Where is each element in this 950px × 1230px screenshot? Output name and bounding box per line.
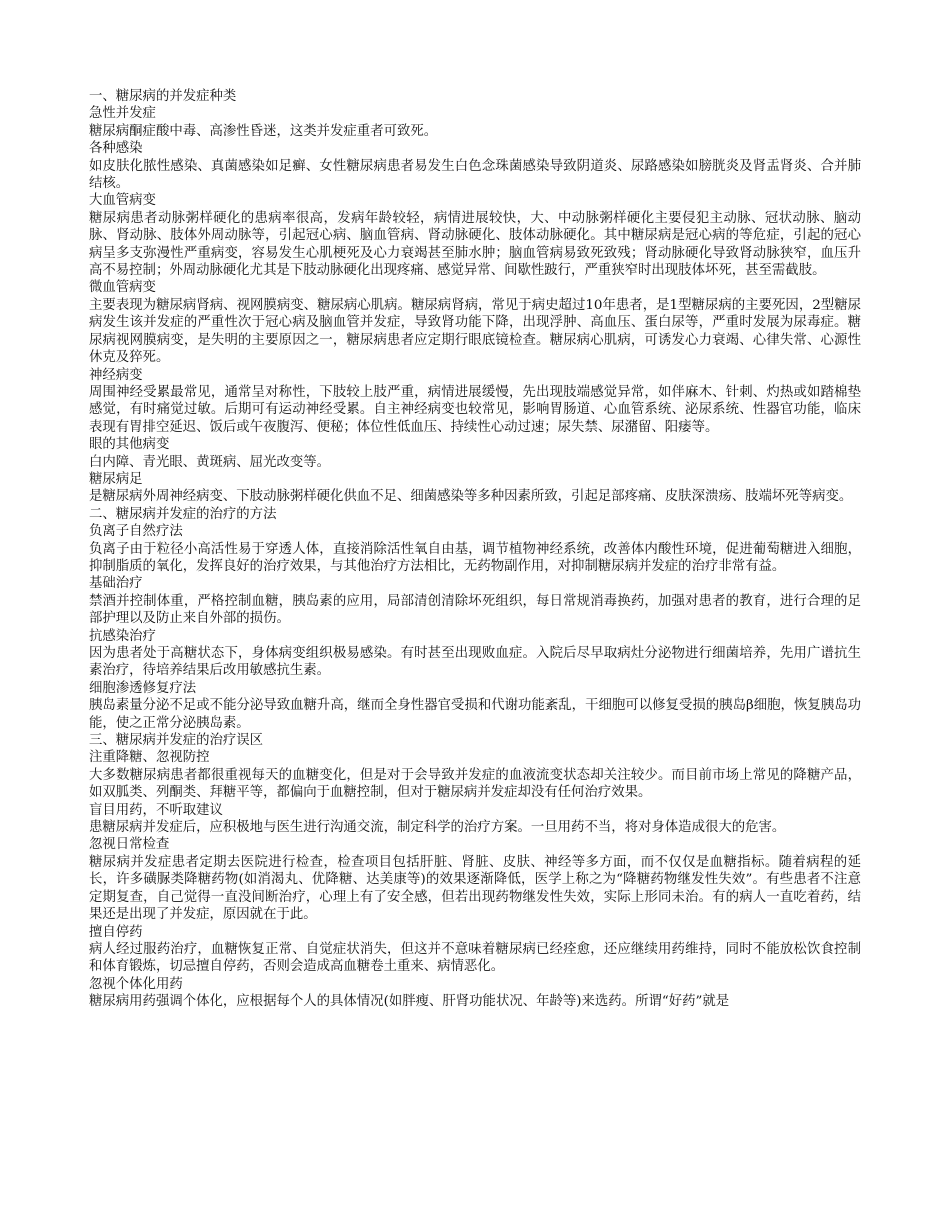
paragraph-diabetic-foot: 是糖尿病外周神经病变、下肢动脉粥样硬化供血不足、细菌感染等多种因素所致，引起足部疼痛、皮肤深溃疡、肢端坏死等病变。	[89, 489, 853, 505]
section-heading-treatment-myths: 三、糖尿病并发症的治疗误区	[89, 733, 264, 749]
paragraph-microvascular: 主要表现为糖尿病肾病、视网膜病变、糖尿病心肌病。糖尿病肾病，常见于病史超过10年患者，是1型糖尿病的主要死因，2型糖尿病发生该并发症的严重性次于冠心病及脑血管并发症，导致肾功能下降，出现浮肿、高血压、蛋白尿等，严重时发展为尿毒症。糖尿病视网膜病变，是失明的主要原因之一，糖尿病患者应定期行眼底镜检查。糖尿病心肌病，可诱发心力衰竭、心律失常、心源性休克及猝死。	[89, 297, 861, 366]
section-heading-treatment-methods: 二、糖尿病并发症的治疗的方法	[89, 506, 277, 522]
subheading-infections: 各种感染	[89, 141, 143, 157]
subheading-individualized-medication: 忽视个体化用药	[89, 976, 183, 992]
subheading-acute-complications: 急性并发症	[89, 106, 156, 122]
subheading-ignore-checkups: 忽视日常检查	[89, 837, 170, 853]
subheading-cell-repair: 细胞渗透修复疗法	[89, 680, 197, 696]
paragraph-eye-diseases: 白内障、青光眼、黄斑病、屈光改变等。	[89, 454, 331, 470]
subheading-microvascular: 微血管病变	[89, 280, 156, 296]
document-page	[89, 88, 861, 1011]
paragraph-neuropathy: 周围神经受累最常见，通常呈对称性，下肢较上肢严重，病情进展缓慢，先出现肢端感觉异常，如伴麻木、针刺、灼热或如踏棉垫感觉，有时痛觉过敏。后期可有运动神经受累。自主神经病变也较常见，影响胃肠道、心血管系统、泌尿系统、性器官功能，临床表现有胃排空延迟、饭后或午夜腹泻、便秘；体位性低血压、持续性心动过速；尿失禁、尿潴留、阳痿等。	[89, 384, 861, 435]
subheading-negative-ion-therapy: 负离子自然疗法	[89, 524, 183, 540]
paragraph-macrovascular: 糖尿病患者动脉粥样硬化的患病率很高，发病年龄较轻，病情进展较快，大、中动脉粥样硬化主要侵犯主动脉、冠状动脉、脑动脉、肾动脉、肢体外周动脉等，引起冠心病、脑血管病、肾动脉硬化、肢体动脉硬化。其中糖尿病是冠心病的等危症，引起的冠心病呈多支弥漫性严重病变，容易发生心肌梗死及心力衰竭甚至肺水肿；脑血管病易致死致残；肾动脉硬化导致肾动脉狭窄，血压升高不易控制；外周动脉硬化尤其是下肢动脉硬化出现疼痛、感觉异常、间歇性跛行，严重狭窄时出现肢体坏死，甚至需截肢。	[89, 210, 861, 279]
paragraph-ignore-checkups: 糖尿病并发症患者定期去医院进行检查，检查项目包括肝脏、肾脏、皮肤、神经等多方面，而不仅仅是血糖指标。随着病程的延长，许多磺脲类降糖药物(如消渴丸、优降糖、达美康等)的效果逐渐降低，医学上称之为“降糖药物继发性失效”。有些患者不注意定期复查，自己觉得一直没间断治疗，心理上有了安全感，但若出现药物继发性失效，实际上形同未治。有的病人一直吃着药，结果还是出现了并发症，原因就在于此。	[89, 854, 861, 923]
paragraph-basic-treatment: 禁酒并控制体重，严格控制血糖，胰岛素的应用，局部清创清除坏死组织，每日常规消毒换药，加强对患者的教育，进行合理的足部护理以及防止来自外部的损伤。	[89, 593, 861, 627]
paragraph-negative-ion-therapy: 负离子由于粒径小高活性易于穿透人体，直接消除活性氧自由基，调节植物神经系统，改善体内酸性环境，促进葡萄糖进入细胞，抑制脂质的氧化，发挥良好的治疗效果，与其他治疗方法相比，无药物副作用，对抑制糖尿病并发症的治疗非常有益。	[89, 541, 861, 574]
subheading-anti-infection: 抗感染治疗	[89, 628, 156, 644]
subheading-neuropathy: 神经病变	[89, 367, 143, 383]
paragraph-infections: 如皮肤化脓性感染、真菌感染如足癣、女性糖尿病患者易发生白色念珠菌感染导致阴道炎、尿路感染如膀胱炎及肾盂肾炎、合并肺结核。	[89, 158, 861, 192]
subheading-basic-treatment: 基础治疗	[89, 576, 143, 592]
subheading-stop-medication: 擅自停药	[89, 924, 143, 940]
section-heading-complication-types: 一、糖尿病的并发症种类	[89, 89, 237, 104]
subheading-macrovascular: 大血管病变	[89, 193, 156, 209]
paragraph-acute-complications: 糖尿病酮症酸中毒、高渗性昏迷，这类并发症重者可致死。	[89, 123, 438, 139]
subheading-diabetic-foot: 糖尿病足	[89, 471, 143, 487]
paragraph-individualized-medication: 糖尿病用药强调个体化，应根据每个人的具体情况(如胖瘦、肝肾功能状况、年龄等)来选药。所谓“好药”就是	[89, 994, 730, 1010]
paragraph-cell-repair: 胰岛素量分泌不足或不能分泌导致血糖升高，继而全身性器官受损和代谢功能紊乱，干细胞可以修复受损的胰岛β细胞，恢复胰岛功能，使之正常分泌胰岛素。	[89, 698, 861, 731]
paragraph-stop-medication: 病人经过服药治疗，血糖恢复正常、自觉症状消失，但这并不意味着糖尿病已经痊愈，还应继续用药维持，同时不能放松饮食控制和体育锻炼，切忌擅自停药，否则会造成高血糖卷土重来、病情恶化。	[89, 941, 861, 975]
paragraph-anti-infection: 因为患者处于高糖状态下，身体病变组织极易感染。有时甚至出现败血症。入院后尽早取病灶分泌物进行细菌培养，先用广谱抗生素治疗，待培养结果后改用敏感抗生素。	[89, 646, 861, 679]
subheading-glucose-focus: 注重降糖、忽视防控	[89, 750, 210, 766]
paragraph-blind-medication: 患糖尿病并发症后，应积极地与医生进行沟通交流，制定科学的治疗方案。一旦用药不当，将对身体造成很大的危害。	[89, 820, 786, 836]
subheading-eye-diseases: 眼的其他病变	[89, 437, 170, 453]
subheading-blind-medication: 盲目用药，不听取建议	[89, 802, 223, 818]
paragraph-glucose-focus: 大多数糖尿病患者都很重视每天的血糖变化，但是对于会导致并发症的血液流变状态却关注较少。而目前市场上常见的降糖产品，如双胍类、列酮类、拜糖平等，都偏向于血糖控制，但对于糖尿病并发症却没有任何治疗效果。	[89, 767, 861, 801]
